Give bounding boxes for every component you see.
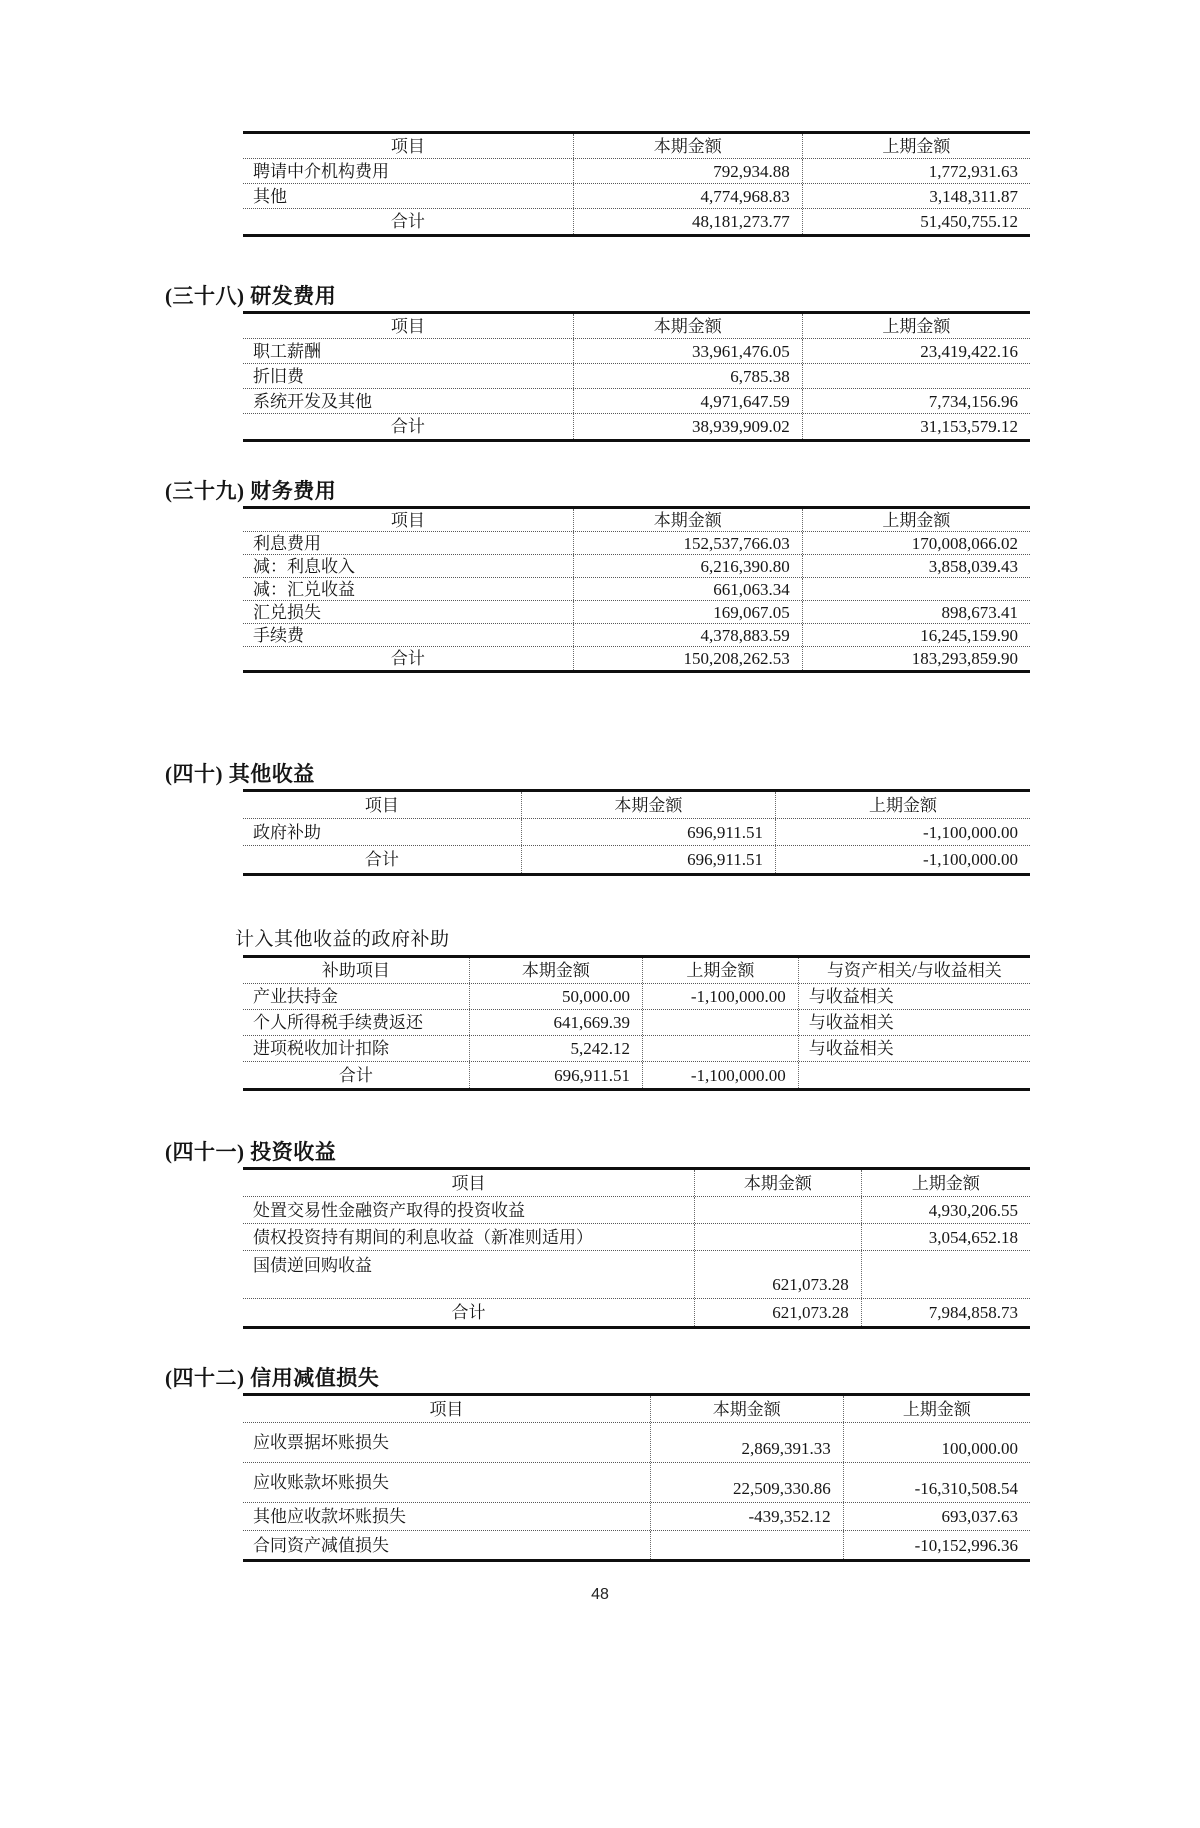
rd-expense-table: [243, 311, 1030, 442]
amount-cell: 792,934.88: [573, 159, 802, 183]
row-label: 其他: [253, 186, 287, 206]
amount-cell: 3,054,652.18: [861, 1224, 1030, 1250]
column-header: 项目: [429, 1399, 464, 1419]
column-header: 项目: [451, 1173, 486, 1193]
amount-cell: 183,293,859.90: [802, 647, 1030, 670]
table-row: [243, 601, 1030, 624]
section-40-other-income: [0, 761, 1200, 876]
column-header: 本期金额: [573, 134, 802, 158]
row-label: 应收账款坏账损失: [253, 1473, 389, 1492]
row-label: 个人所得税手续费返还: [253, 1013, 423, 1032]
total-row: [243, 647, 1030, 670]
row-label: 职工薪酬: [253, 341, 321, 361]
table-row: [243, 1423, 1030, 1463]
table-row: [243, 1197, 1030, 1224]
column-header: 本期金额: [573, 314, 802, 338]
amount-cell: 693,037.63: [843, 1503, 1030, 1530]
amount-cell: 3,858,039.43: [802, 555, 1030, 577]
total-label: 合计: [390, 649, 425, 668]
row-label: 处置交易性金融资产取得的投资收益: [253, 1200, 525, 1220]
row-label: 进项税收加计扣除: [253, 1039, 389, 1058]
table-row: [243, 819, 1030, 846]
header-row: [243, 958, 1030, 984]
amount-cell: 170,008,066.02: [802, 532, 1030, 554]
page-number: 48: [591, 1586, 609, 1603]
table-row: [243, 624, 1030, 647]
column-header: 上期金额: [802, 134, 1030, 158]
amount-cell: 2,869,391.33: [650, 1423, 843, 1462]
table-row: [243, 1224, 1030, 1251]
subtable-title: 计入其他收益的政府补助: [235, 929, 450, 950]
header-row: [243, 314, 1030, 339]
amount-cell: [798, 1062, 1030, 1088]
amount-cell: 6,785.38: [573, 364, 802, 388]
amount-cell: 22,509,330.86: [650, 1463, 843, 1502]
total-row: [243, 1299, 1030, 1326]
total-label: 合计: [364, 850, 399, 869]
amount-cell: 31,153,579.12: [802, 414, 1030, 439]
amount-cell: 621,073.28: [694, 1299, 861, 1326]
government-grant-table: [243, 955, 1030, 1091]
text-cell: 与收益相关: [798, 1036, 1030, 1061]
amount-cell: 48,181,273.77: [573, 209, 802, 234]
investment-income-table: [243, 1167, 1030, 1329]
amount-cell: [802, 364, 1030, 388]
table-row: [243, 1463, 1030, 1503]
total-row: [243, 414, 1030, 439]
amount-cell: 150,208,262.53: [573, 647, 802, 670]
header-row: [243, 509, 1030, 532]
row-label: 手续费: [253, 625, 304, 645]
amount-cell: -1,100,000.00: [775, 819, 1030, 845]
expenses-table-continued: [243, 131, 1030, 237]
total-label: 合计: [390, 417, 425, 436]
amount-cell: [861, 1251, 1030, 1298]
table-row: [243, 1036, 1030, 1062]
row-label: 系统开发及其他: [253, 391, 372, 411]
row-label: 减：利息收入: [253, 556, 355, 576]
text-cell: 与收益相关: [798, 1010, 1030, 1035]
section-continued-expense: [0, 131, 1200, 237]
amount-cell: 696,911.51: [521, 819, 775, 845]
table-row: [243, 159, 1030, 184]
table-row: [243, 1503, 1030, 1531]
row-label: 聘请中介机构费用: [253, 161, 389, 181]
row-label: 汇兑损失: [253, 602, 321, 622]
table-row: [243, 364, 1030, 389]
amount-cell: 5,242.12: [469, 1036, 642, 1061]
table-row: [243, 339, 1030, 364]
row-label: 产业扶持金: [253, 987, 338, 1006]
column-header: 本期金额: [573, 509, 802, 531]
amount-cell: 169,067.05: [573, 601, 802, 623]
section-heading: (四十二) 信用减值损失: [165, 1366, 380, 1390]
table-row: [243, 1251, 1030, 1299]
amount-cell: 50,000.00: [469, 984, 642, 1009]
total-row: [243, 1062, 1030, 1088]
amount-cell: [694, 1224, 861, 1250]
column-header: 补助项目: [321, 961, 390, 980]
column-header: 上期金额: [861, 1170, 1030, 1196]
finance-expense-table: [243, 506, 1030, 673]
amount-cell: 51,450,755.12: [802, 209, 1030, 234]
amount-cell: -1,100,000.00: [775, 846, 1030, 873]
other-income-table: [243, 789, 1030, 876]
row-label: 国债逆回购收益: [253, 1256, 372, 1275]
amount-cell: 152,537,766.03: [573, 532, 802, 554]
amount-cell: [642, 1036, 798, 1061]
table-row: [243, 1010, 1030, 1036]
column-header: 项目: [390, 316, 425, 336]
amount-cell: 7,984,858.73: [861, 1299, 1030, 1326]
column-header: 项目: [390, 510, 425, 530]
section-heading: (四十) 其他收益: [165, 762, 315, 786]
column-header: 本期金额: [694, 1170, 861, 1196]
amount-cell: 3,148,311.87: [802, 184, 1030, 208]
table-row: [243, 984, 1030, 1010]
total-row: [243, 209, 1030, 234]
row-label: 债权投资持有期间的利息收益（新准则适用）: [253, 1227, 593, 1247]
total-row: [243, 846, 1030, 873]
amount-cell: -439,352.12: [650, 1503, 843, 1530]
amount-cell: 661,063.34: [573, 578, 802, 600]
amount-cell: 100,000.00: [843, 1423, 1030, 1462]
column-header: 本期金额: [650, 1396, 843, 1422]
section-heading: (三十八) 研发费用: [165, 284, 337, 308]
table-row: [243, 532, 1030, 555]
section-heading: (三十九) 财务费用: [165, 479, 337, 503]
row-label: 利息费用: [253, 533, 321, 553]
header-row: [243, 1170, 1030, 1197]
column-header: 项目: [390, 136, 425, 156]
amount-cell: [694, 1197, 861, 1223]
total-label: 合计: [451, 1303, 486, 1322]
amount-cell: 696,911.51: [469, 1062, 642, 1088]
column-header: 上期金额: [642, 958, 798, 983]
section-38-rd-expense: [0, 283, 1200, 442]
section-39-finance-expense: [0, 478, 1200, 673]
amount-cell: 7,734,156.96: [802, 389, 1030, 413]
amount-cell: 4,930,206.55: [861, 1197, 1030, 1223]
row-label: 政府补助: [253, 822, 321, 842]
amount-cell: -16,310,508.54: [843, 1463, 1030, 1502]
row-label: 应收票据坏账损失: [253, 1433, 389, 1452]
table-row: [243, 1531, 1030, 1559]
section-41-investment-income: [0, 1139, 1200, 1329]
column-header: 上期金额: [802, 509, 1030, 531]
credit-impairment-table: [243, 1393, 1030, 1562]
row-label: 折旧费: [253, 366, 304, 386]
amount-cell: 38,939,909.02: [573, 414, 802, 439]
table-row: [243, 555, 1030, 578]
table-row: [243, 578, 1030, 601]
amount-cell: [650, 1531, 843, 1559]
column-header: 本期金额: [469, 958, 642, 983]
amount-cell: 23,419,422.16: [802, 339, 1030, 363]
amount-cell: 33,961,476.05: [573, 339, 802, 363]
amount-cell: -1,100,000.00: [642, 984, 798, 1009]
column-header: 上期金额: [802, 314, 1030, 338]
column-header: 与资产相关/与收益相关: [798, 958, 1030, 983]
amount-cell: 898,673.41: [802, 601, 1030, 623]
total-label: 合计: [338, 1065, 373, 1085]
amount-cell: [802, 578, 1030, 600]
amount-cell: 641,669.39: [469, 1010, 642, 1035]
amount-cell: -1,100,000.00: [642, 1062, 798, 1088]
amount-cell: 696,911.51: [521, 846, 775, 873]
amount-cell: 4,774,968.83: [573, 184, 802, 208]
column-header: 本期金额: [521, 792, 775, 818]
column-header: 项目: [364, 795, 399, 815]
header-row: [243, 1396, 1030, 1423]
section-government-grants: [0, 928, 1200, 1091]
amount-cell: 1,772,931.63: [802, 159, 1030, 183]
amount-cell: [642, 1010, 798, 1035]
column-header: 上期金额: [843, 1396, 1030, 1422]
total-label: 合计: [390, 212, 425, 231]
row-label: 合同资产减值损失: [253, 1535, 389, 1555]
amount-cell: 4,378,883.59: [573, 624, 802, 646]
section-heading: (四十一) 投资收益: [165, 1140, 337, 1164]
header-row: [243, 792, 1030, 819]
row-label: 其他应收款坏账损失: [253, 1507, 406, 1526]
column-header: 上期金额: [775, 792, 1030, 818]
amount-cell: 16,245,159.90: [802, 624, 1030, 646]
table-row: [243, 389, 1030, 414]
amount-cell: -10,152,996.36: [843, 1531, 1030, 1559]
amount-cell: 6,216,390.80: [573, 555, 802, 577]
amount-cell: 4,971,647.59: [573, 389, 802, 413]
amount-cell: 621,073.28: [694, 1251, 861, 1298]
text-cell: 与收益相关: [798, 984, 1030, 1009]
section-42-credit-impairment: [0, 1365, 1200, 1562]
row-label: 减：汇兑收益: [253, 579, 355, 599]
header-row: [243, 134, 1030, 159]
table-row: [243, 184, 1030, 209]
